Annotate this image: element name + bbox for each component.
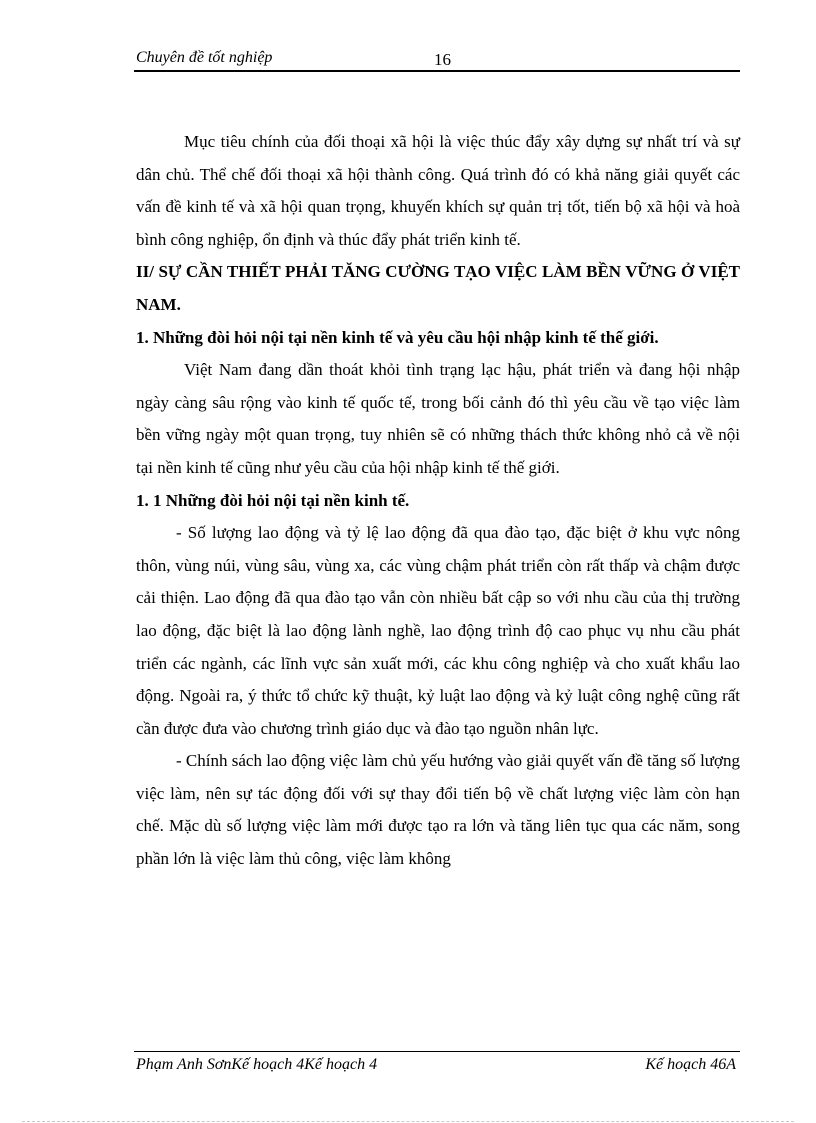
section-heading-2: II/ SỰ CẦN THIẾT PHẢI TĂNG CƯỜNG TẠO VIỆC LÀM BỀN VỮNG Ở VIỆT NAM. bbox=[136, 262, 740, 314]
paragraph-vietnam-integration: Việt Nam đang dần thoát khỏi tình trạng lạc hậu, phát triển và đang hội nhập ngày càng sâu rộng vào kinh tế quốc tế, trong bối cảnh đó thì yêu cầu về tạo việc làm bền vững ngày một quan trọng, tuy nhiên sẽ có những thách thức không nhỏ cả về nội tại nền kinh tế cũng như yêu cầu của hội nhập kinh tế thế giới. bbox=[136, 360, 740, 477]
document-body bbox=[136, 126, 740, 876]
paragraph-labor-training: - Số lượng lao động và tỷ lệ lao động đã qua đào tạo, đặc biệt ở khu vực nông thôn, vùng núi, vùng sâu, vùng xa, các vùng chậm phát triển còn rất thấp và chậm được cải thiện. Lao động đã qua đào tạo vẫn còn nhiều bất cập so với nhu cầu của thị trường lao động, đặc biệt là lao động lành nghề, lao động trình độ cao phục vụ nhu cầu phát triển các ngành, các lĩnh vực sản xuất mới, các khu công nghiệp và cho xuất khẩu lao động. Ngoài ra, ý thức tổ chức kỹ thuật, kỷ luật lao động và kỷ luật công nghệ cũng rất cần được đưa vào chương trình giáo dục và đào tạo nguồn nhân lực. bbox=[136, 523, 740, 738]
page-footer bbox=[134, 1051, 740, 1078]
paragraph-employment-policy: - Chính sách lao động việc làm chủ yếu hướng vào giải quyết vấn đề tăng số lượng việc làm, nên sự tác động đối với sự thay đổi tiến bộ về chất lượng việc làm còn hạn chế. Mặc dù số lượng việc làm mới được tạo ra lớn và tăng liên tục qua các năm, song phần lớn là việc làm thủ công, việc làm không bbox=[136, 751, 740, 869]
paragraph-dialogue-goal: Mục tiêu chính của đối thoại xã hội là việc thúc đẩy xây dựng sự nhất trí và sự dân chủ. Thể chế đối thoại xã hội thành công. Quá trình đó có khả năng giải quyết các vấn đề kinh tế và xã hội quan trọng, khuyến khích sự quản trị tốt, tiến bộ xã hội và hoà bình công nghiệp, ổn định và thúc đẩy phát triển kinh tế. bbox=[136, 132, 740, 249]
footer-author: Phạm Anh SơnKế hoạch 4Kế hoạch 4 bbox=[136, 1056, 378, 1073]
subsection-heading-1-1: 1. 1 Những đòi hỏi nội tại nền kinh tế. bbox=[136, 490, 410, 510]
page-break-line bbox=[22, 1121, 794, 1122]
page-header bbox=[134, 46, 740, 72]
footer-class: Kế hoạch 46A bbox=[645, 1056, 736, 1073]
page-number: 16 bbox=[434, 50, 451, 69]
subsection-heading-1: 1. Những đòi hỏi nội tại nền kinh tế và yêu cầu hội nhập kinh tế thế giới. bbox=[136, 327, 659, 347]
header-title: Chuyên đề tốt nghiệp bbox=[136, 49, 273, 66]
